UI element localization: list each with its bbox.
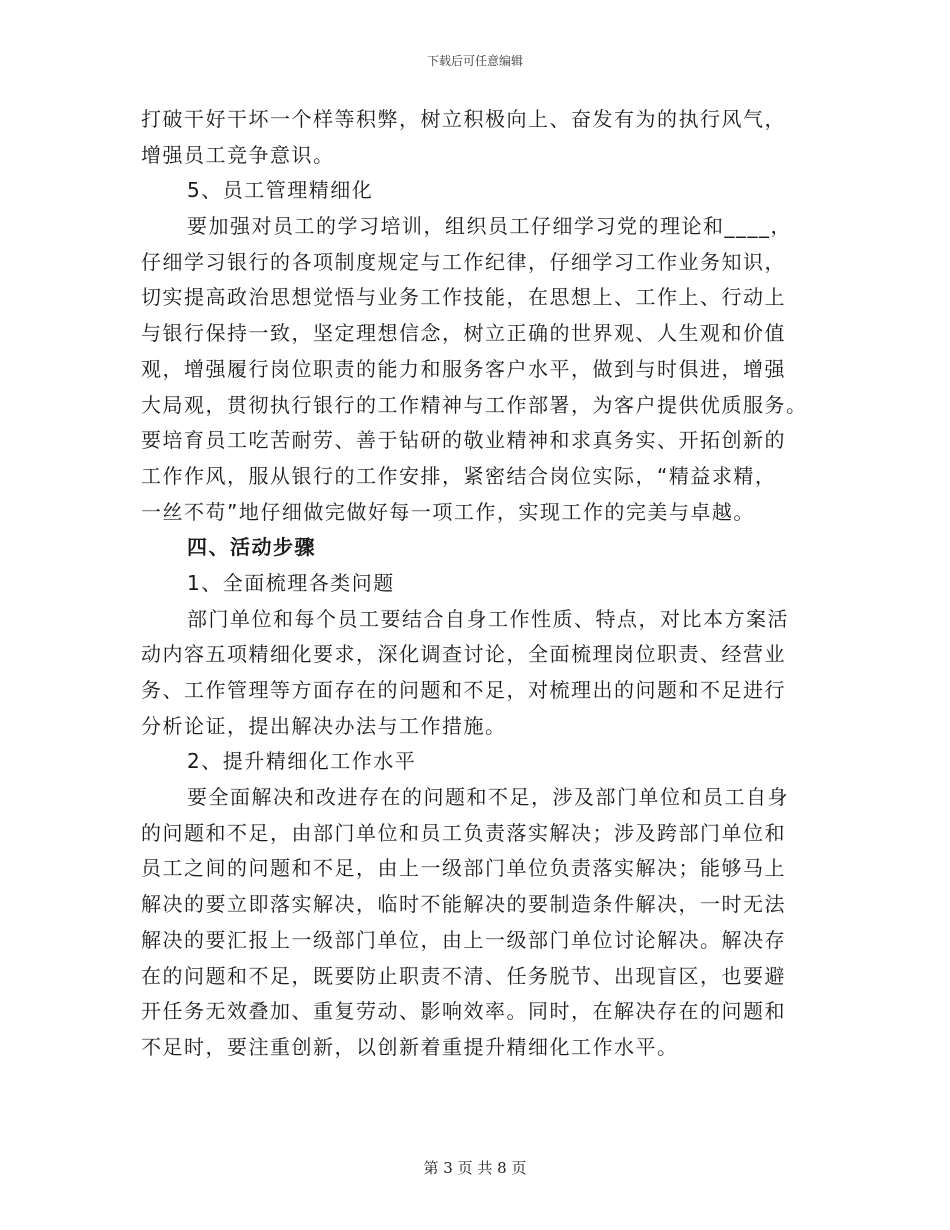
paragraph-line: 仔细学习银行的各项制度规定与工作纪律，仔细学习工作业务知识， xyxy=(141,249,786,274)
paragraph-line: 要培育员工吃苦耐劳、善于钻研的敬业精神和求真务实、开拓创新的 xyxy=(141,428,786,453)
subheading-5: 5、员工管理精细化 xyxy=(187,178,374,203)
paragraph-line: 与银行保持一致，坚定理想信念，树立正确的世界观、人生观和价值 xyxy=(141,321,786,346)
paragraph-line: 员工之间的问题和不足，由上一级部门单位负责落实解决；能够马上 xyxy=(141,856,786,881)
paragraph-line: 在的问题和不足，既要防止职责不清、任务脱节、出现盲区，也要避 xyxy=(141,963,786,988)
paragraph-line: 要加强对员工的学习培训，组织员工仔细学习党的理论和____， xyxy=(187,214,792,239)
paragraph-line: 打破干好干坏一个样等积弊，树立积极向上、奋发有为的执行风气， xyxy=(141,107,786,131)
paragraph-line: 工作作风，服从银行的工作安排，紧密结合岗位实际，“精益求精， xyxy=(141,463,777,488)
paragraph-line: 不足时，要注重创新，以创新着重提升精细化工作水平。 xyxy=(141,1034,679,1059)
paragraph-line: 解决的要立即落实解决，临时不能解决的要制造条件解决，一时无法 xyxy=(141,892,786,917)
paragraph-line: 部门单位和每个员工要结合自身工作性质、特点，对比本方案活 xyxy=(187,606,789,631)
paragraph-line: 动内容五项精细化要求，深化调查讨论，全面梳理岗位职责、经营业 xyxy=(141,642,786,667)
subheading-2: 2、提升精细化工作水平 xyxy=(187,749,417,774)
page-number-footer: 第 3 页 共 8 页 xyxy=(423,1159,527,1177)
paragraph-line: 的问题和不足，由部门单位和员工负责落实解决；涉及跨部门单位和 xyxy=(141,820,786,845)
paragraph-line: 分析论证，提出解决办法与工作措施。 xyxy=(141,713,507,738)
paragraph-line: 切实提高政治思想觉悟与业务工作技能，在思想上、工作上、行动上 xyxy=(141,285,786,310)
document-body xyxy=(141,102,821,1066)
paragraph-line: 开任务无效叠加、重复劳动、影响效率。同时，在解决存在的问题和 xyxy=(141,999,786,1024)
subheading-1: 1、全面梳理各类问题 xyxy=(187,570,395,595)
paragraph-line: 一丝不苟”地仔细做完做好每一项工作，实现工作的完美与卓越。 xyxy=(141,499,755,524)
paragraph-line: 要全面解决和改进存在的问题和不足，涉及部门单位和员工自身 xyxy=(187,785,789,810)
paragraph-line: 增强员工竞争意识。 xyxy=(141,142,335,167)
page-header: 下载后可任意编辑 xyxy=(426,54,523,68)
paragraph-line: 务、工作管理等方面存在的问题和不足，对梳理出的问题和不足进行 xyxy=(141,678,786,702)
paragraph-line: 观，增强履行岗位职责的能力和服务客户水平，做到与时俱进，增强 xyxy=(141,356,786,381)
paragraph-line: 大局观，贯彻执行银行的工作精神与工作部署，为客户提供优质服务。 xyxy=(141,392,808,417)
section-heading-4: 四、活动步骤 xyxy=(187,535,316,560)
paragraph-line: 解决的要汇报上一级部门单位，由上一级部门单位讨论解决。解决存 xyxy=(141,927,786,952)
